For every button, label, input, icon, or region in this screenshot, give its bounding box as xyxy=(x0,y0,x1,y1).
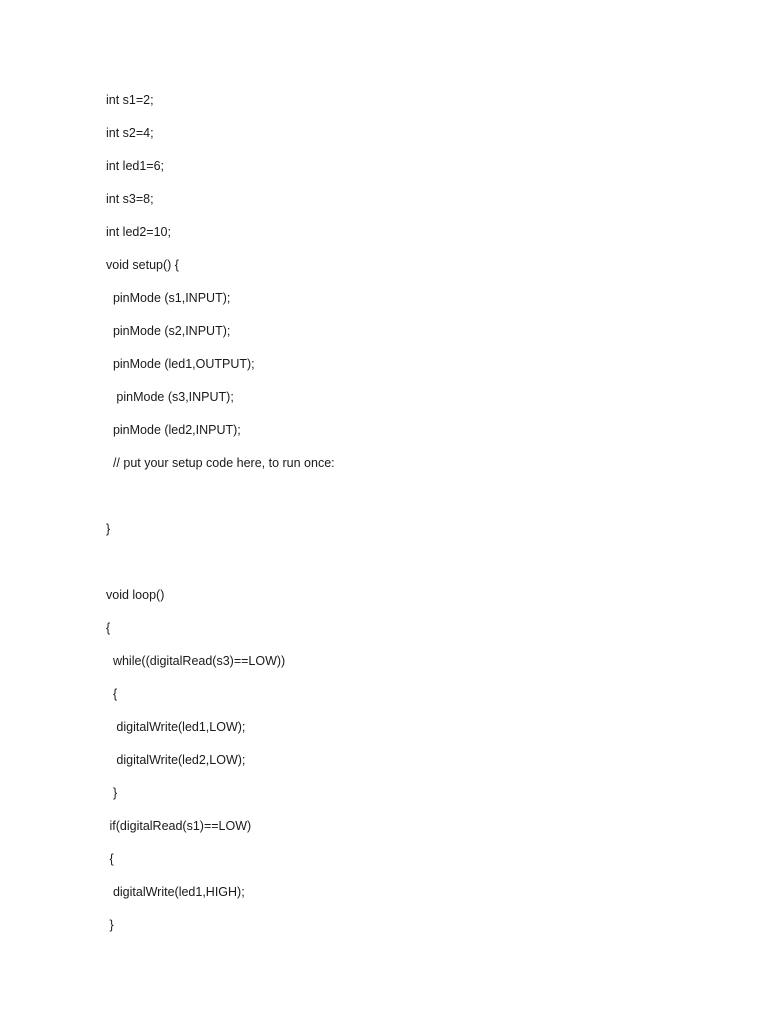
code-line-10: pinMode (s3,INPUT); xyxy=(106,390,234,404)
code-line-11: pinMode (led2,INPUT); xyxy=(106,423,241,437)
code-line-25: digitalWrite(led1,HIGH); xyxy=(106,885,245,899)
code-line-2: int s2=4; xyxy=(106,126,154,140)
code-line-20: digitalWrite(led1,LOW); xyxy=(106,720,246,734)
code-line-1: int s1=2; xyxy=(106,93,154,107)
code-line-7: pinMode (s1,INPUT); xyxy=(106,291,231,305)
code-line-6: void setup() { xyxy=(106,258,179,272)
code-line-14: } xyxy=(106,522,111,536)
code-line-26: } xyxy=(106,918,114,932)
code-line-9: pinMode (led1,OUTPUT); xyxy=(106,357,255,371)
code-line-8: pinMode (s2,INPUT); xyxy=(106,324,231,338)
code-line-24: { xyxy=(106,852,114,866)
code-line-23: if(digitalRead(s1)==LOW) xyxy=(106,819,252,833)
code-line-4: int s3=8; xyxy=(106,192,154,206)
code-line-21: digitalWrite(led2,LOW); xyxy=(106,753,246,767)
code-line-3: int led1=6; xyxy=(106,159,165,173)
code-line-22: } xyxy=(106,786,118,800)
code-line-17: { xyxy=(106,621,111,635)
code-line-12: // put your setup code here, to run once: xyxy=(106,456,335,470)
code-line-19: { xyxy=(106,687,118,701)
code-line-16: void loop() xyxy=(106,588,165,602)
code-line-18: while((digitalRead(s3)==LOW)) xyxy=(106,654,286,668)
code-line-5: int led2=10; xyxy=(106,225,171,239)
